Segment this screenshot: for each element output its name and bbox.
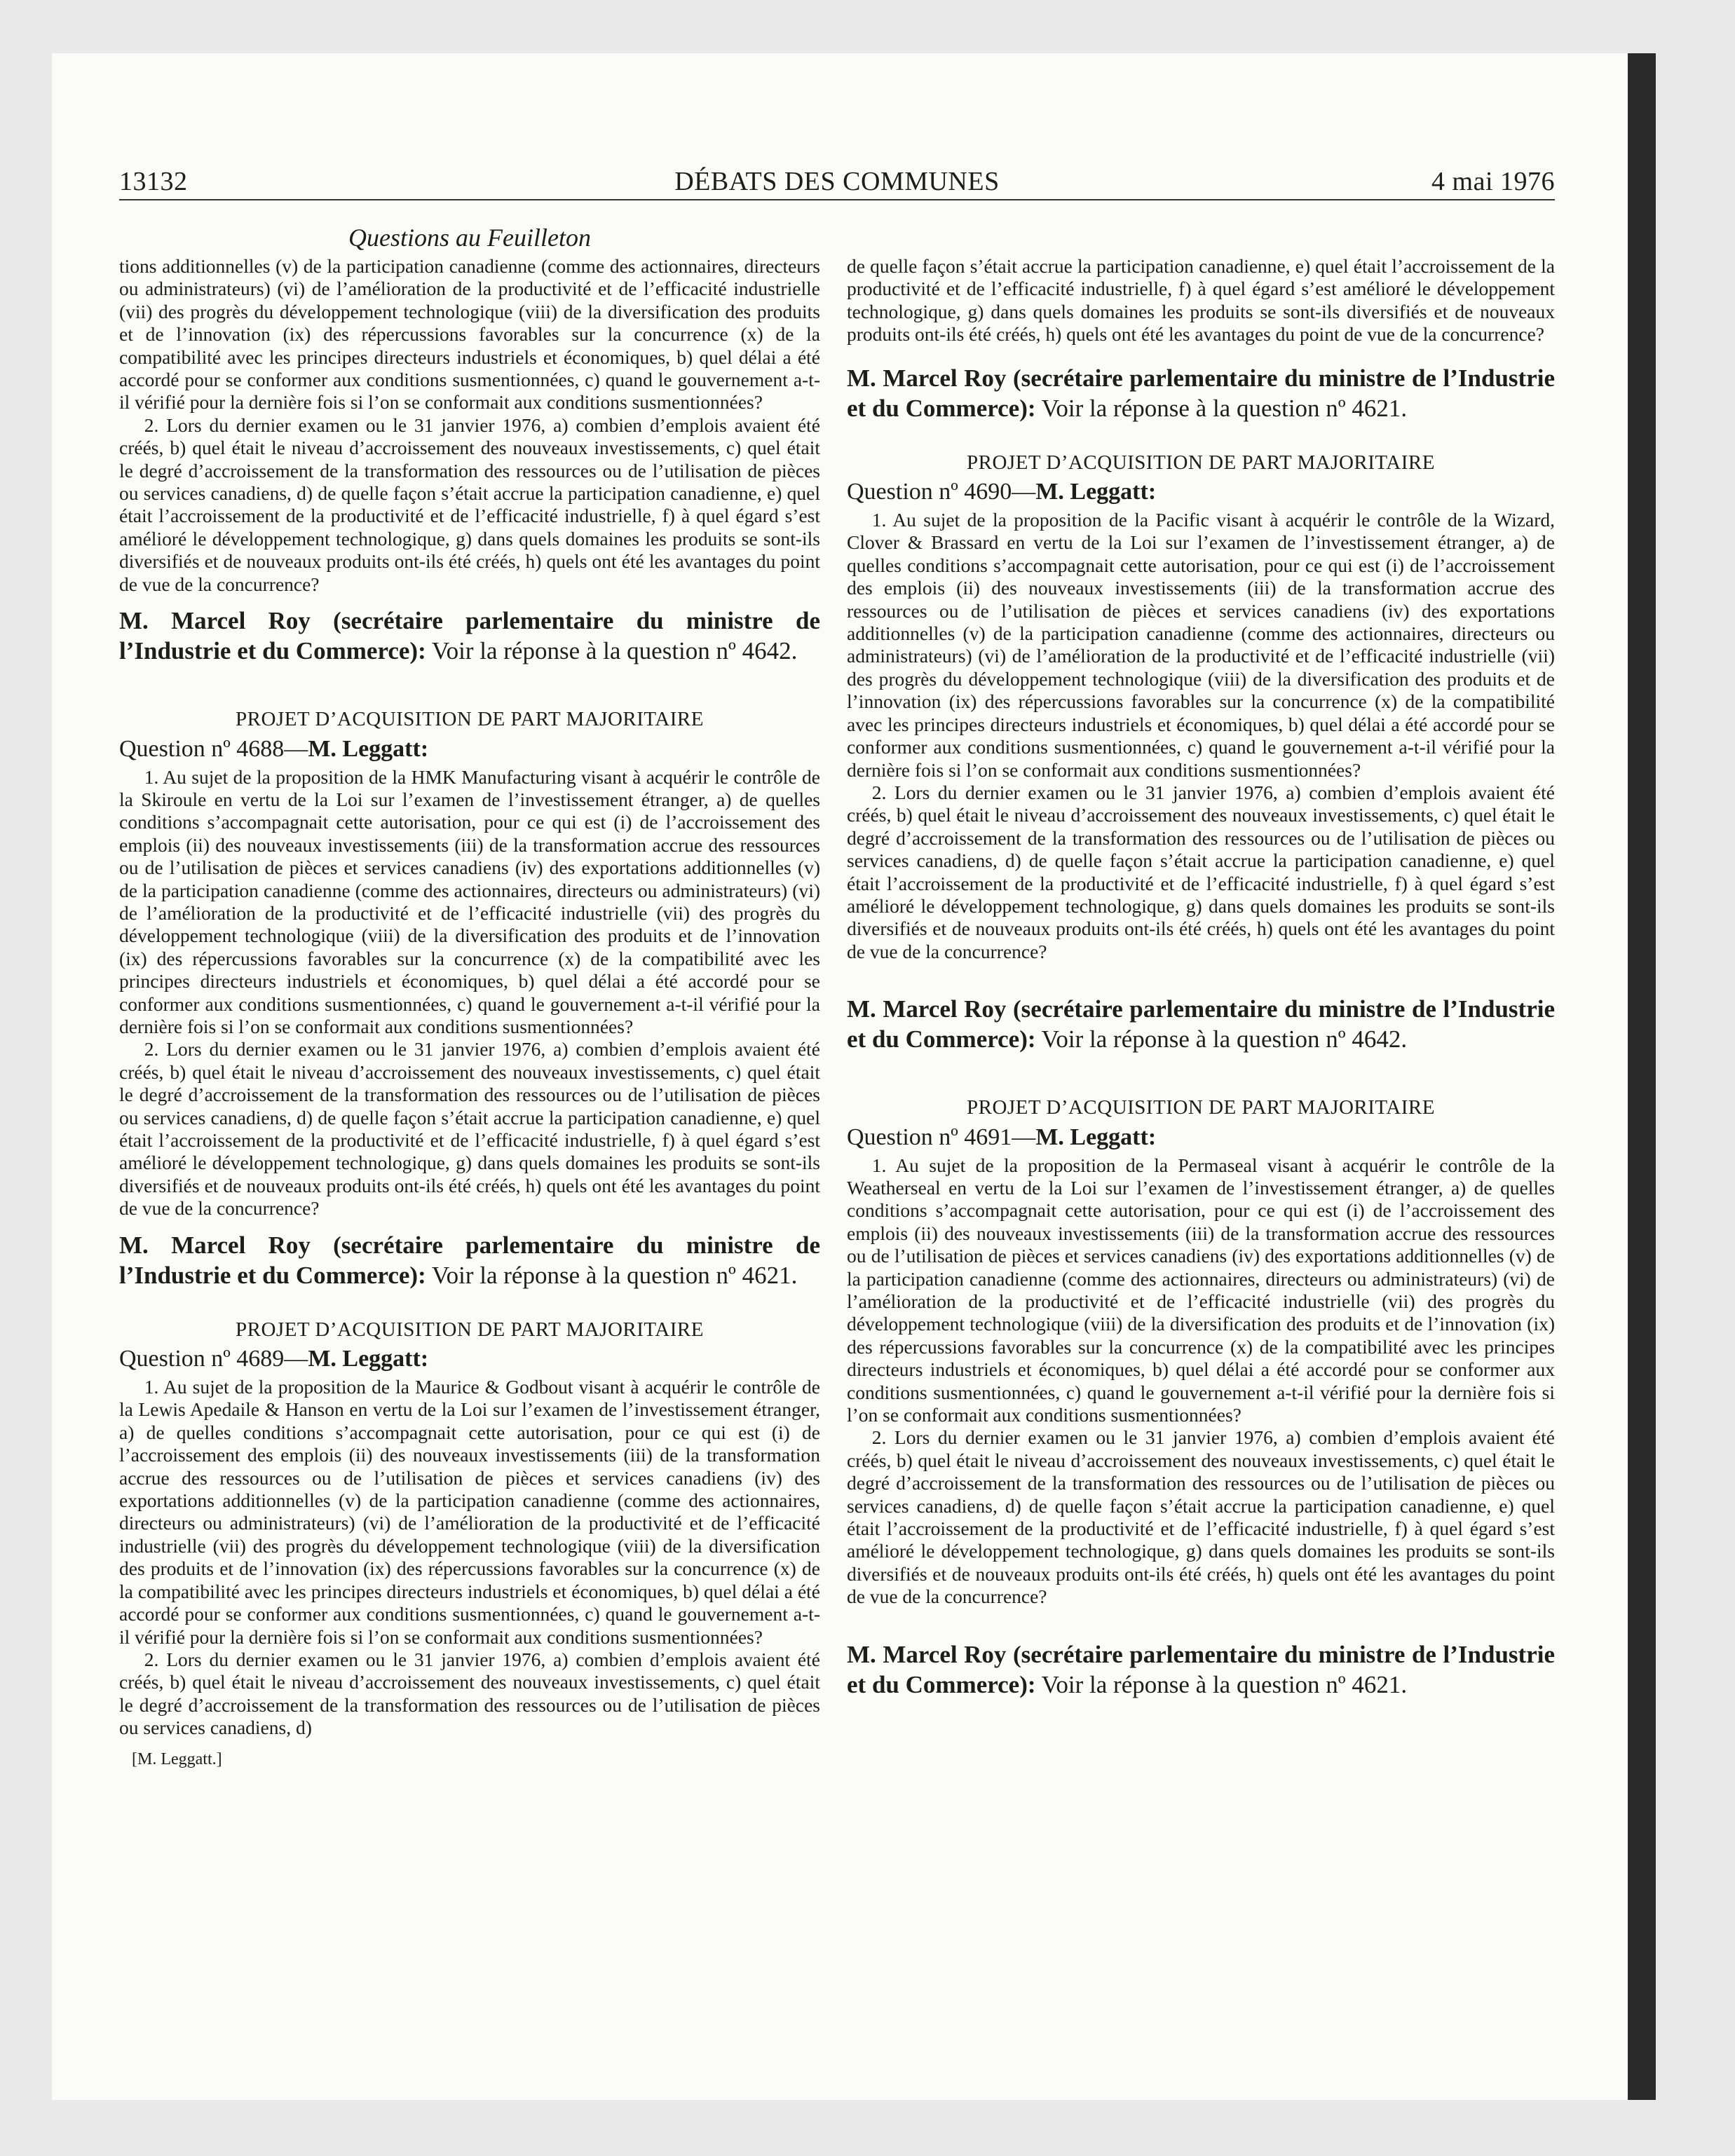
answer-speaker: M. Marcel Roy (secrétaire parlementaire du ministre de l’Industrie et du Commerce):: [119, 607, 820, 665]
paragraph: 1. Au sujet de la proposition de la Maurice & Godbout visant à acquérir le contrôle de la Lewis Apedaile & Hanson en vertu de la Loi sur l’examen de l’investissement étranger, a) de quelles conditions s’accompagnait cette autorisation, pour ce qui est (i) de l’accroissement des emplois (ii) des nouveaux investissements (iii) de la transformation accrue des ressources ou de l’utilisation de pièces et services canadiens (iv) des exportations additionnelles (v) de la participation canadienne (comme des actionnaires, directeurs ou administrateurs) (vi) de l’amélioration de la productivité et de l’efficacité industrielle (vii) des progrès du développement technologique (viii) de la diversification des produits et de l’innovation (ix) des répercussions favorables sur la concurrence (x) de la compatibilité avec les principes directeurs industriels et économiques, b) quel délai a été accordé pour se conformer aux conditions susmentionnées, c) quand le gouvernement a-t-il vérifié pour la dernière fois si l’on se conformait aux conditions susmentionnées?: [119, 1376, 820, 1648]
paragraph: 2. Lors du dernier examen ou le 31 janvier 1976, a) combien d’emplois avaient été créés, b) quel était le niveau d’accroissement des nouveaux investissements, c) quel était le degré d’accroissement de la transformation des ressources ou de l’utilisation de pièces ou services canadiens, d) de quelle façon s’était accrue la participation canadienne, e) quel était l’accroissement de la productivité et de l’efficacité industrielle, f) à quel égard s’est amélioré le développement technologique, g) dans quels domaines les produits se sont-ils diversifiés et de nouveaux produits ont-ils été créés, h) quels ont été les avantages du point de vue de la concurrence?: [119, 1038, 820, 1220]
answer-text: Voir la réponse à la question nº 4621.: [431, 1261, 798, 1289]
question-number: Question nº 4691—: [847, 1124, 1036, 1150]
paragraph: 1. Au sujet de la proposition de la Permaseal visant à acquérir le contrôle de la Weatherseal en vertu de la Loi sur l’examen de l’investissement étranger, a) de quelles conditions s’accompagnait cette autorisation, pour ce qui est (i) de l’accroissement des emplois (ii) des nouveaux investissements (iii) de la transformation accrue des ressources ou de l’utilisation de pièces et services canadiens (iv) des exportations additionnelles (v) de la participation canadienne (comme des actionnaires, directeurs ou administrateurs) (vi) de l’amélioration de la productivité et de l’efficacité industrielle (vii) des progrès du développement technologique (viii) de la diversification des produits et de l’innovation (ix) des répercussions favorables sur la concurrence (x) de la compatibilité avec les principes directeurs industriels et économiques, b) quel délai a été accordé pour se conformer aux conditions susmentionnées, c) quand le gouvernement a-t-il vérifié pour la dernière fois si l’on se conformait aux conditions susmentionnées?: [847, 1154, 1555, 1426]
publication-title: DÉBATS DES COMMUNES: [674, 167, 1000, 196]
paragraph: tions additionnelles (v) de la participation canadienne (comme des actionnaires, directeurs ou administrateurs) (vi) de l’amélioration de la productivité et de l’efficacité industrielle (vii) des progrès du développement technologique (viii) de la diversification des produits et de l’innovation (ix) des répercussions favorables sur la concurrence (x) de la compatibilité avec les principes directeurs industriels et économiques, b) quel délai a été accordé pour se conformer aux conditions susmentionnées, c) quand le gouvernement a-t-il vérifié pour la dernière fois si l’on se conformait aux conditions susmentionnées?: [119, 255, 820, 414]
paragraph: de quelle façon s’était accrue la participation canadienne, e) quel était l’accroissement de la productivité et de l’efficacité industrielle, f) à quel égard s’est amélioré le développement technologique, g) dans quels domaines les produits se sont-ils diversifiés et de nouveaux produits ont-ils été créés, h) quels ont été les avantages du point de vue de la concurrence?: [847, 255, 1555, 346]
question-number: Question nº 4688—: [119, 735, 308, 762]
paragraph: 1. Au sujet de la proposition de la Pacific visant à acquérir le contrôle de la Wizard, Clover & Brassard en vertu de la Loi sur l’examen de l’investissement étranger, a) de quelles conditions s’accompagnait cette autorisation, pour ce qui est (i) de l’accroissement des emplois (ii) des nouveaux investissements (iii) de la transformation accrue des ressources ou de l’utilisation de pièces et services canadiens (iv) des exportations additionnelles (v) de la participation canadienne (comme des actionnaires, directeurs ou administrateurs) (vi) de l’amélioration de la productivité et de l’efficacité industrielle (vii) des progrès du développement technologique (viii) de la diversification des produits et de l’innovation (ix) des répercussions favorables sur la concurrence (x) de la compatibilité avec les principes directeurs industriels et économiques, b) quel délai a été accordé pour se conformer aux conditions susmentionnées, c) quand le gouvernement a-t-il vérifié pour la dernière fois si l’on se conformait aux conditions susmentionnées?: [847, 509, 1555, 781]
page-date: 4 mai 1976: [1431, 167, 1555, 196]
answer: [847, 363, 1555, 423]
answer-speaker: M. Marcel Roy (secrétaire parlementaire du ministre de l’Industrie et du Commerce):: [847, 1640, 1555, 1698]
question-heading: [847, 1124, 1555, 1152]
answer-speaker: M. Marcel Roy (secrétaire parlementaire du ministre de l’Industrie et du Commerce):: [847, 995, 1555, 1053]
section-heading: PROJET D’ACQUISITION DE PART MAJORITAIRE: [967, 1096, 1435, 1119]
question-heading: [847, 478, 1555, 506]
answer-text: Voir la réponse à la question nº 4621.: [1041, 394, 1408, 422]
paragraph: 2. Lors du dernier examen ou le 31 janvier 1976, a) combien d’emplois avaient été créés, b) quel était le niveau d’accroissement des nouveaux investissements, c) quel était le degré d’accroissement de la transformation des ressources ou de l’utilisation de pièces ou services canadiens, d) de quelle façon s’était accrue la participation canadienne, e) quel était l’accroissement de la productivité et de l’efficacité industrielle, f) à quel égard s’est amélioré le développement technologique, g) dans quels domaines les produits se sont-ils diversifiés et de nouveaux produits ont-ils été créés, h) quels ont été les avantages du point de vue de la concurrence?: [847, 781, 1555, 962]
page-number: 13132: [119, 167, 188, 196]
right-column: [847, 255, 1555, 1700]
question-number: Question nº 4689—: [119, 1346, 308, 1372]
question-heading: [119, 735, 820, 763]
section-title: Questions au Feuilleton: [348, 224, 591, 252]
answer-text: Voir la réponse à la question nº 4621.: [1041, 1670, 1408, 1698]
answer-speaker: M. Marcel Roy (secrétaire parlementaire du ministre de l’Industrie et du Commerce):: [847, 364, 1555, 422]
section-heading: PROJET D’ACQUISITION DE PART MAJORITAIRE: [236, 1318, 704, 1341]
answer: [847, 994, 1555, 1054]
question-asker: M. Leggatt:: [308, 735, 429, 762]
scan-edge-shadow: [1628, 53, 1656, 2100]
left-column: [119, 255, 820, 1770]
footer-speaker-tag: [M. Leggatt.]: [132, 1749, 222, 1768]
answer: [847, 1639, 1555, 1700]
paragraph: 1. Au sujet de la proposition de la HMK Manufacturing visant à acquérir le contrôle de la Skiroule en vertu de la Loi sur l’examen de l’investissement étranger, a) de quelles conditions s’accompagnait cette autorisation, pour ce qui est (i) de l’accroissement des emplois (ii) des nouveaux investissements (iii) de la transformation accrue des ressources ou de l’utilisation de pièces et services canadiens (iv) des exportations additionnelles (v) de la participation canadienne (comme des actionnaires, directeurs ou administrateurs) (vi) de l’amélioration de la productivité et de l’efficacité industrielle (vii) des progrès du développement technologique (viii) de la diversification des produits et de l’innovation (ix) des répercussions favorables sur la concurrence (x) de la compatibilité avec les principes directeurs industriels et économiques, b) quel délai a été accordé pour se conformer aux conditions susmentionnées, c) quand le gouvernement a-t-il vérifié pour la dernière fois si l’on se conformait aux conditions susmentionnées?: [119, 765, 820, 1037]
section-heading: PROJET D’ACQUISITION DE PART MAJORITAIRE: [236, 708, 704, 731]
running-header: [119, 164, 1555, 200]
answer-speaker: M. Marcel Roy (secrétaire parlementaire du ministre de l’Industrie et du Commerce):: [119, 1231, 820, 1289]
question-asker: M. Leggatt:: [1035, 479, 1157, 505]
paragraph: 2. Lors du dernier examen ou le 31 janvier 1976, a) combien d’emplois avaient été créés, b) quel était le niveau d’accroissement des nouveaux investissements, c) quel était le degré d’accroissement de la transformation des ressources ou de l’utilisation de pièces ou services canadiens, d) de quelle façon s’était accrue la participation canadienne, e) quel était l’accroissement de la productivité et de l’efficacité industrielle, f) à quel égard s’est amélioré le développement technologique, g) dans quels domaines les produits se sont-ils diversifiés et de nouveaux produits ont-ils été créés, h) quels ont été les avantages du point de vue de la concurrence?: [119, 414, 820, 595]
answer: [119, 606, 820, 666]
question-number: Question nº 4690—: [847, 479, 1036, 505]
paragraph: 2. Lors du dernier examen ou le 31 janvier 1976, a) combien d’emplois avaient été créés, b) quel était le niveau d’accroissement des nouveaux investissements, c) quel était le degré d’accroissement de la transformation des ressources ou de l’utilisation de pièces ou services canadiens, d) de quelle façon s’était accrue la participation canadienne, e) quel était l’accroissement de la productivité et de l’efficacité industrielle, f) à quel égard s’est amélioré le développement technologique, g) dans quels domaines les produits se sont-ils diversifiés et de nouveaux produits ont-ils été créés, h) quels ont été les avantages du point de vue de la concurrence?: [847, 1426, 1555, 1608]
question-asker: M. Leggatt:: [308, 1346, 429, 1372]
question-heading: [119, 1345, 820, 1373]
paragraph: 2. Lors du dernier examen ou le 31 janvier 1976, a) combien d’emplois avaient été créés, b) quel était le niveau d’accroissement des nouveaux investissements, c) quel était le degré d’accroissement de la transformation des ressources ou de l’utilisation de pièces ou services canadiens, d): [119, 1648, 820, 1739]
question-asker: M. Leggatt:: [1035, 1124, 1157, 1150]
answer: [119, 1230, 820, 1290]
answer-text: Voir la réponse à la question nº 4642.: [431, 637, 798, 665]
answer-text: Voir la réponse à la question nº 4642.: [1041, 1025, 1408, 1053]
section-heading: PROJET D’ACQUISITION DE PART MAJORITAIRE: [967, 451, 1435, 474]
